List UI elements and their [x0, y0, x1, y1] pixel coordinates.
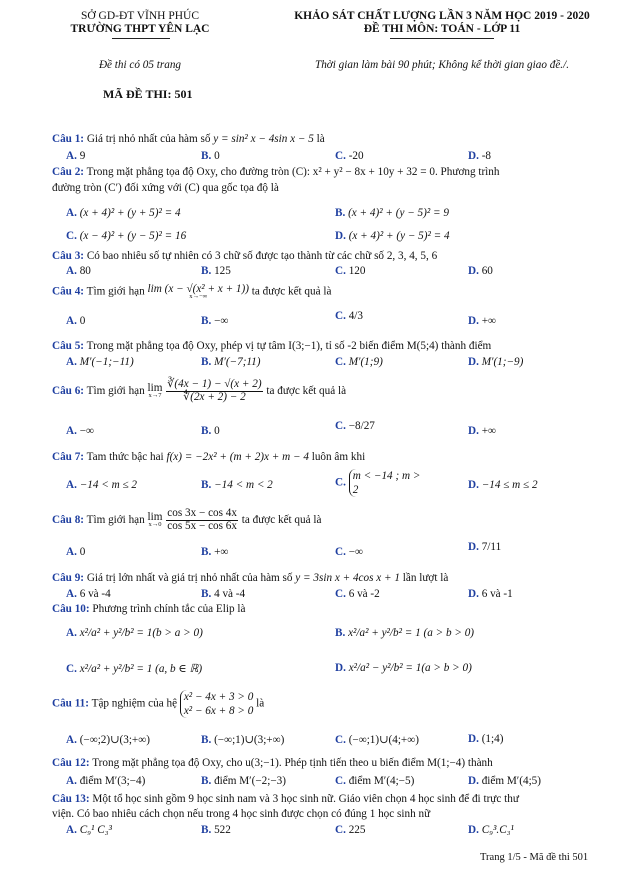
q5-option-b[interactable]: B. M′(−7;11): [201, 356, 261, 368]
question-text: Tìm giới hạn: [86, 384, 145, 397]
limit-subscript: x→7: [148, 392, 162, 400]
question-label: Câu 8:: [52, 513, 85, 526]
q2-option-b[interactable]: B. (x + 4)² + (y − 5)² = 9: [335, 207, 449, 219]
question-text: Giá trị nhỏ nhất của hàm số: [86, 133, 211, 145]
q3-option-b[interactable]: B. 125: [201, 265, 231, 277]
q9-option-b[interactable]: B. 4 và -4: [201, 588, 246, 600]
question-label: Câu 11:: [52, 697, 89, 710]
question-math: y = 3sin x + 4cos x + 1: [295, 572, 400, 584]
question-label: Câu 4:: [52, 285, 85, 298]
question-label: Câu 6:: [52, 384, 85, 397]
inequality-system: x² − 4x + 3 > 0 x² − 6x + 8 > 0: [180, 690, 254, 718]
q5-option-a[interactable]: A. M′(−1;−11): [66, 356, 134, 368]
question-2-line2: đường tròn (C′) đối xứng với (C) qua gốc tọa độ là: [52, 182, 279, 194]
question-text: Có bao nhiêu số tự nhiên có 3 chữ số được tạo thành từ các chữ số 2, 3, 4, 5, 6: [86, 250, 438, 262]
q10-option-d[interactable]: D. x²/a² − y²/b² = 1(a > b > 0): [335, 662, 472, 674]
question-text: Phương trình chính tắc của Elip là: [92, 603, 246, 615]
q7-option-a[interactable]: A. −14 < m ≤ 2: [66, 479, 137, 491]
q3-option-a[interactable]: A. 80: [66, 265, 91, 277]
q7-option-d[interactable]: D. −14 ≤ m ≤ 2: [468, 479, 538, 491]
q1-option-b[interactable]: B. 0: [201, 150, 220, 162]
q1-option-a[interactable]: A. 9: [66, 150, 86, 162]
question-label: Câu 2:: [52, 166, 85, 178]
q13-option-b[interactable]: B. 522: [201, 824, 231, 836]
question-text: Tập nghiệm của hệ: [91, 697, 178, 710]
question-label: Câu 1:: [52, 133, 85, 145]
question-11: [52, 690, 264, 718]
q10-option-b[interactable]: B. x²/a² + y²/b² = 1 (a > b > 0): [335, 627, 475, 639]
school-name: TRƯỜNG THPT YÊN LẠC: [70, 23, 210, 35]
question-label: Câu 5:: [52, 340, 85, 352]
subject-underline: [390, 38, 494, 39]
question-7: [52, 451, 365, 463]
question-13: [52, 793, 519, 805]
q1-option-d[interactable]: D. -8: [468, 150, 492, 162]
question-label: Câu 3:: [52, 250, 85, 262]
q4-option-c[interactable]: C. 4/3: [335, 310, 363, 322]
q7-option-b[interactable]: B. −14 < m < 2: [201, 479, 273, 491]
q6-option-b[interactable]: B. 0: [201, 425, 220, 437]
q9-option-c[interactable]: C. 6 và -2: [335, 588, 380, 600]
question-text: Trong mặt phẳng tọa độ Oxy, phép vị tự tâm I(3;−1), tỉ số -2 biến điểm M(5;4) thành điểm: [86, 340, 492, 352]
q6-option-d[interactable]: D. +∞: [468, 425, 496, 437]
q4-option-b[interactable]: B. −∞: [201, 315, 229, 327]
dept-name: SỞ GD-ĐT VĨNH PHÚC: [80, 10, 200, 22]
question-label: Câu 12:: [52, 757, 90, 769]
q3-option-c[interactable]: C. 120: [335, 265, 366, 277]
question-text: Giá trị lớn nhất và giá trị nhỏ nhất của hàm số: [86, 572, 293, 584]
q10-option-a[interactable]: A. x²/a² + y²/b² = 1(b > a > 0): [66, 627, 203, 639]
limit-subscript: x→0: [148, 521, 162, 529]
q9-option-a[interactable]: A. 6 và -4: [66, 588, 111, 600]
q6-option-a[interactable]: A. −∞: [66, 425, 94, 437]
question-tail: là: [256, 697, 265, 710]
question-tail: ta được kết quả là: [251, 285, 332, 298]
question-5: [52, 340, 491, 352]
q12-option-a[interactable]: A. điểm M′(3;−4): [66, 775, 146, 787]
question-2: [52, 166, 499, 178]
q10-option-c[interactable]: C. x²/a² + y²/b² = 1 (a, b ∈ ℝ): [66, 663, 203, 675]
q1-option-c[interactable]: C. -20: [335, 150, 364, 162]
q2-option-a[interactable]: A. (x + 4)² + (y + 5)² = 4: [66, 207, 181, 219]
question-6: Câu 6: Tìm giới hạn lim x→7 $\frac{∛(4x - 1) - √(x + 2)}{∜(2x + 2) - 2}$ ta được kết quả là: [52, 378, 347, 403]
question-12: [52, 757, 493, 769]
question-label: Câu 7:: [52, 451, 85, 463]
question-8: Câu 8: Tìm giới hạn lim x→0 $\frac{\cos 3x - \cos 4x}{\cos 5x - \cos 6x}$ ta được kết quả là: [52, 507, 322, 532]
question-tail: là: [316, 133, 325, 145]
limit-fraction: $\frac{∛(4x - 1) - √(x + 2)}{∜(2x + 2) - 2}$: [167, 378, 262, 403]
question-10: [52, 603, 245, 615]
question-text: Tìm giới hạn: [86, 513, 145, 526]
limit-subscript: x→−∞: [189, 293, 208, 301]
q6-option-c[interactable]: C. −8/27: [335, 420, 375, 432]
exam-code: MÃ ĐỀ THI: 501: [103, 87, 193, 101]
q11-option-a[interactable]: A. (−∞;2)∪(3;+∞): [66, 734, 150, 746]
q8-option-c[interactable]: C. −∞: [335, 546, 363, 558]
q11-option-b[interactable]: B. (−∞;1)∪(3;+∞): [201, 734, 285, 746]
q13-option-a[interactable]: A. C₉¹ C₃³: [66, 824, 112, 836]
question-4: [52, 284, 331, 300]
q9-option-d[interactable]: D. 6 và -1: [468, 588, 513, 600]
q5-option-c[interactable]: C. M′(1;9): [335, 356, 383, 368]
limit-fraction: $\frac{\cos 3x - \cos 4x}{\cos 5x - \cos 6x}$: [167, 507, 237, 532]
question-text: Tam thức bậc hai: [86, 451, 164, 463]
question-tail: luôn âm khi: [311, 451, 366, 463]
q12-option-c[interactable]: C. điểm M′(4;−5): [335, 775, 415, 787]
time-note: Thời gian làm bài 90 phút; Không kể thời gian giao đề./.: [314, 59, 570, 71]
question-text: Một tổ học sinh gồm 9 học sinh nam và 3 học sinh nữ. Giáo viên chọn 4 học sinh để đi trực thư: [92, 793, 519, 805]
question-label: Câu 10:: [52, 603, 90, 615]
q8-option-b[interactable]: B. +∞: [201, 546, 229, 558]
question-text: Trong mặt phẳng tọa độ Oxy, cho u(3;−1). Phép tịnh tiến theo u biến điểm M(1;−4) thành: [92, 757, 493, 769]
question-math: lim (x − √(x² + x + 1)): [147, 283, 249, 295]
q13-option-d[interactable]: D. C₉³.C₃¹: [468, 824, 514, 836]
q3-option-d[interactable]: D. 60: [468, 265, 493, 277]
q8-option-a[interactable]: A. 0: [66, 546, 86, 558]
pages-note: Đề thi có 05 trang: [98, 59, 182, 71]
question-tail: ta được kết quả là: [266, 384, 347, 397]
exam-subject: ĐỀ THI MÔN: TOÁN - LỚP 11: [363, 23, 521, 35]
question-tail: ta được kết quả là: [241, 513, 322, 526]
question-label: Câu 13:: [52, 793, 90, 805]
question-tail: lần lượt là: [402, 572, 449, 584]
q5-option-d[interactable]: D. M′(1;−9): [468, 356, 524, 368]
question-text: Tìm giới hạn: [86, 285, 145, 298]
q4-option-d[interactable]: D. +∞: [468, 315, 496, 327]
question-label: Câu 9:: [52, 572, 85, 584]
question-1: [52, 133, 325, 145]
q4-option-a[interactable]: A. 0: [66, 315, 86, 327]
page-footer: Trang 1/5 - Mã đề thi 501: [480, 852, 589, 863]
q11-option-c[interactable]: C. (−∞;1)∪(4;+∞): [335, 734, 419, 746]
q2-option-d[interactable]: D. (x + 4)² + (y − 5)² = 4: [335, 230, 450, 242]
school-underline: [112, 38, 170, 39]
q13-option-c[interactable]: C. 225: [335, 824, 366, 836]
q12-option-d[interactable]: D. điểm M′(4;5): [468, 775, 541, 787]
q7-option-c[interactable]: C. m < −14 ; m > 2: [335, 469, 423, 497]
question-3: [52, 250, 437, 262]
question-13-line2: viện. Có bao nhiêu cách chọn nếu trong 4 học sinh được chọn có đúng 1 học sinh nữ: [52, 808, 431, 820]
q12-option-b[interactable]: B. điểm M′(−2;−3): [201, 775, 286, 787]
q2-option-c[interactable]: C. (x − 4)² + (y − 5)² = 16: [66, 230, 187, 242]
q11-option-d[interactable]: D. (1;4): [468, 733, 504, 745]
question-text: Trong mặt phẳng tọa độ Oxy, cho đường tròn (C): x² + y² − 8x + 10y + 32 = 0. Phương trình: [86, 166, 500, 178]
exam-title: KHẢO SÁT CHẤT LƯỢNG LẦN 3 NĂM HỌC 2019 - 2020: [294, 10, 590, 22]
question-9: [52, 572, 448, 584]
question-math: y = sin² x − 4sin x − 5: [213, 133, 314, 145]
q8-option-d[interactable]: D. 7/11: [468, 541, 502, 553]
question-math: f(x) = −2x² + (m + 2)x + m − 4: [166, 451, 309, 463]
